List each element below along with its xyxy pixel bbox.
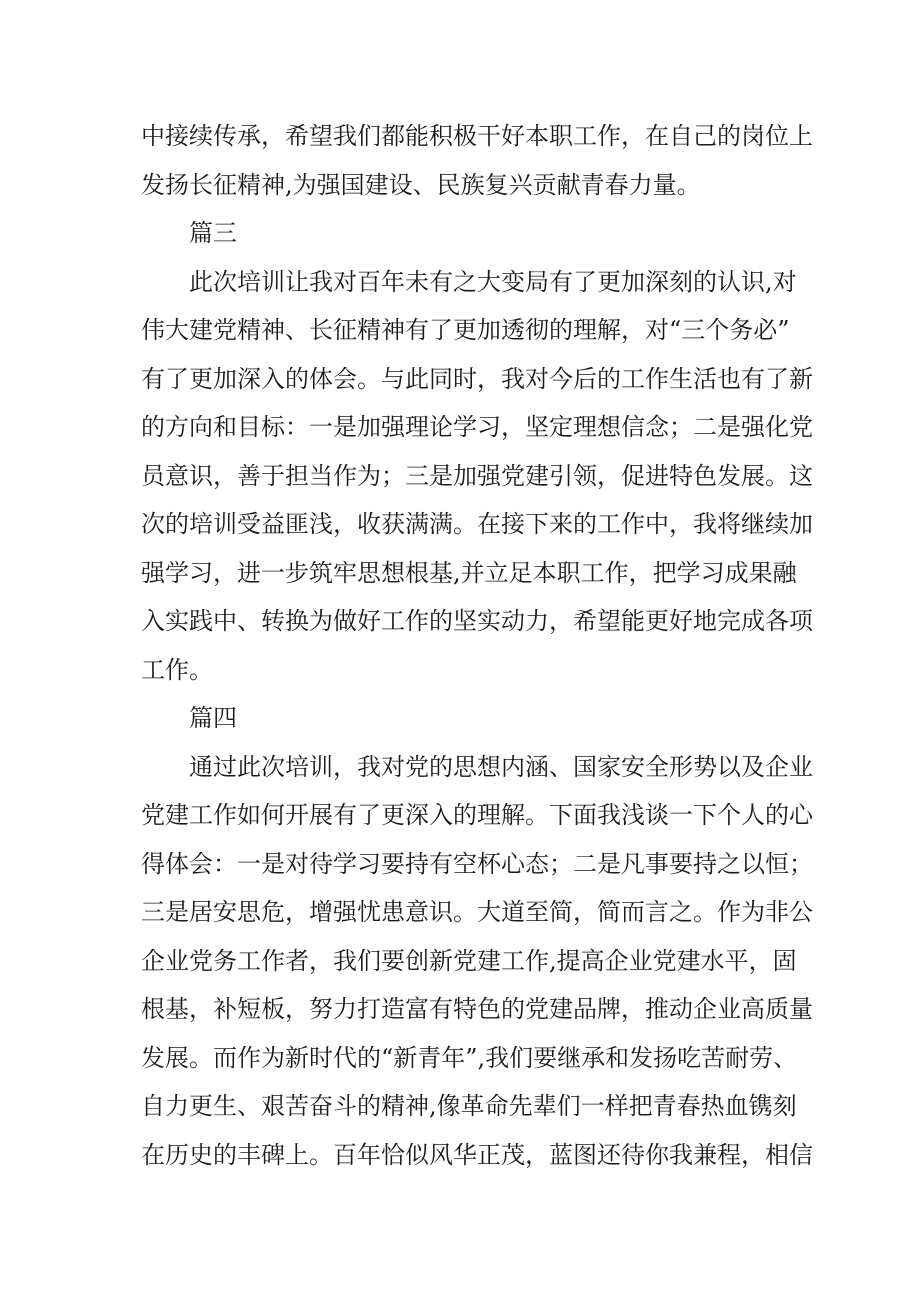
paragraph-line: 三是居安思危，增强忧患意识。大道至简，简而言之。作为非公 [141, 898, 813, 926]
paragraph-line: 工作。 [141, 655, 213, 684]
paragraph-line: 得体会：一是对待学习要持有空杯心态；二是凡事要持之以恒； [141, 849, 813, 878]
paragraph-line: 党建工作如何开展有了更深入的理解。下面我浅谈一下个人的心 [141, 801, 813, 829]
paragraph-line: 次的培训受益匪浅，收获满满。在接下来的工作中，我将继续加 [141, 510, 813, 538]
paragraph-line: 发扬长征精神,为强国建设、民族复兴贡献青春力量。 [141, 170, 701, 199]
paragraph-line: 入实践中、转换为做好工作的坚实动力，希望能更好地完成各项 [141, 607, 813, 635]
document-body [141, 112, 813, 1179]
paragraph-line: 此次培训让我对百年未有之大变局有了更加深刻的认识,对 [189, 267, 797, 296]
paragraph-line: 通过此次培训，我对党的思想内涵、国家安全形势以及企业 [189, 752, 813, 781]
paragraph-line: 伟大建党精神、长征精神有了更加透彻的理解，对“三个务必” [141, 316, 790, 344]
paragraph-line: 根基，补短板，努力打造富有特色的党建品牌，推动企业高质量 [141, 995, 813, 1023]
paragraph-line: 企业党务工作者，我们要创新党建工作,提高企业党建水平，固 [141, 946, 797, 975]
paragraph-line: 中接续传承，希望我们都能积极干好本职工作，在自己的岗位上 [141, 122, 813, 150]
paragraph-line: 自力更生、艰苦奋斗的精神,像革命先辈们一样把青春热血镌刻 [141, 1092, 797, 1120]
paragraph-line: 强学习，进一步筑牢思想根基,并立足本职工作，把学习成果融 [141, 558, 797, 587]
paragraph-line: 发展。而作为新时代的“新青年”,我们要继承和发扬吃苦耐劳、 [141, 1043, 798, 1072]
paragraph-line: 的方向和目标：一是加强理论学习，坚定理想信念；二是强化党 [141, 413, 813, 441]
section-heading: 篇四 [189, 704, 237, 732]
paragraph-line: 员意识，善于担当作为；三是加强党建引领，促进特色发展。这 [141, 461, 813, 490]
paragraph-line: 有了更加深入的体会。与此同时，我对今后的工作生活也有了新 [141, 364, 813, 393]
section-heading: 篇三 [189, 219, 237, 247]
paragraph-line: 在历史的丰碑上。百年恰似风华正茂，蓝图还待你我兼程，相信 [141, 1140, 813, 1169]
